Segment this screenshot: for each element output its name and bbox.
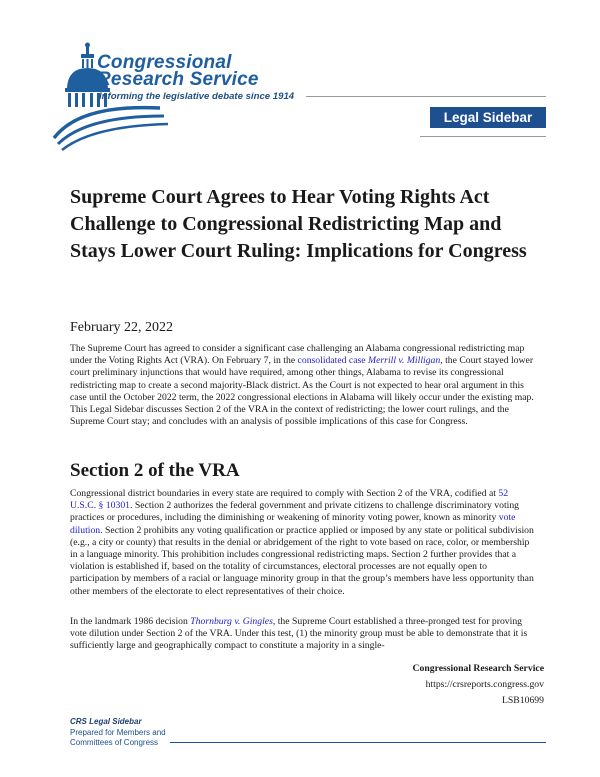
- section-heading: Section 2 of the VRA: [70, 460, 240, 481]
- report-code: LSB10699: [502, 695, 544, 706]
- tagline-divider: [306, 96, 546, 97]
- prepared-for-line2: Committees of Congress: [70, 738, 159, 747]
- org-name-line2: Research Service: [97, 69, 259, 90]
- series-info: [70, 717, 166, 749]
- merrill-v-milligan-link[interactable]: Merrill v. Milligan: [368, 355, 441, 367]
- section-paragraph-2: In the landmark 1986 decision Thornburg v. Gingles, the Supreme Court established a three-pronged test for proving vote dilution under Section 2 of the VRA. Under this test, (1) the minority group must be able to demonstrate that it is sufficiently large and geographically compact to constitute a majority in a single-: [70, 616, 528, 652]
- intro-paragraph: The Supreme Court has agreed to consider a significant case challenging an Alabama congressional redistricting map under the Voting Rights Act (VRA). On February 7, in the consolidated case Merrill v. Milligan, the Court stayed lower court preliminary injunctions that would have required, among other things, Alabama to revise its congressional redistricting map to create a second majority-Black district. As the Court is not expected to hear oral argument in this case until the October 2022 term, the 2022 congressional elections in Alabama will likely occur under the existing map. This Legal Sidebar discusses Section 2 of the VRA in the context of redistricting; the lower court rulings, and the Supreme Court stay; and concludes with an analysis of possible implications of this case for Congress.: [70, 343, 534, 428]
- footer-url[interactable]: https://crsreports.congress.gov: [425, 679, 544, 690]
- footer-org-name: Congressional Research Service: [412, 663, 544, 674]
- footer-divider: [170, 742, 546, 743]
- thornburg-v-gingles-link[interactable]: Thornburg v. Gingles: [190, 616, 273, 627]
- legal-sidebar-badge: Legal Sidebar: [430, 107, 546, 128]
- section-paragraph-1: Congressional district boundaries in every state are required to comply with Section 2 of the VRA, codified at 52 U.S.C. § 10301. Section 2 authorizes the federal government and private citizens to challenge discriminatory voting practices or procedures, including the diminishing or weakening of minority voting power, known as minority vote dilution. Section 2 prohibits any voting qualification or practice applied or imposed by any state or political subdivision (e.g., a city or county) that results in the denial or abridgement of the right to vote based on race, color, or membership in a language minority. This prohibition includes congressional redistricting maps. Section 2 further provides that a violation is established if, based on the totality of circumstances, electoral processes are not equally open to participation by members of a racial or language minority group in that the group’s members have less opportunity than other members of the electorate to elect representatives of their choice.: [70, 488, 534, 597]
- usc-citation-link[interactable]: 52 U.S.C. § 10301: [70, 488, 509, 512]
- org-tagline: Informing the legislative debate since 1914: [99, 91, 295, 102]
- badge-divider: [420, 136, 546, 137]
- vote-dilution-link[interactable]: vote dilution: [70, 512, 516, 536]
- page-title: Supreme Court Agrees to Hear Voting Rights Act Challenge to Congressional Redistricting Map and Stays Lower Court Ruling: Implications for Congress: [70, 186, 527, 262]
- series-title: CRS Legal Sidebar: [70, 717, 142, 726]
- publication-date: February 22, 2022: [70, 320, 174, 335]
- prepared-for-line1: Prepared for Members and: [70, 727, 166, 737]
- org-name-line1: Congressional: [97, 52, 232, 73]
- consolidated-case-link[interactable]: consolidated case: [297, 355, 366, 367]
